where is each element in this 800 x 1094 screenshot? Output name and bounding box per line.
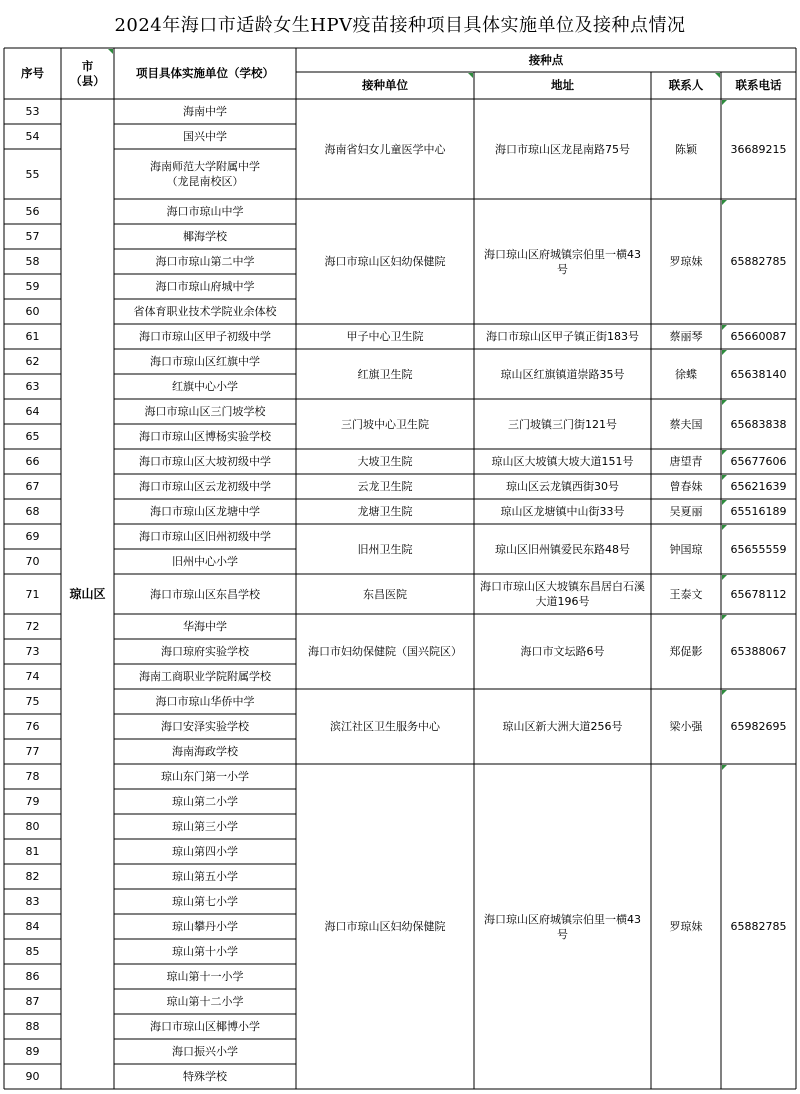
school-name: 海口市琼山区椰博小学 [150,1020,260,1033]
site-unit: 龙塘卫生院 [357,505,413,518]
row-seq: 53 [25,105,40,118]
school-name: 琼山攀丹小学 [172,920,238,933]
row-seq: 69 [25,530,40,543]
row-seq: 57 [25,230,40,243]
row-seq: 83 [25,895,40,908]
site-phone: 65638140 [730,367,787,381]
cell-marker [722,350,727,355]
site-address: 海口琼山区府城镇宗伯里一横43号 [484,247,641,276]
row-seq: 68 [25,505,40,518]
header-marker [715,73,720,78]
row-seq: 82 [25,870,40,883]
school-name: 琼山第十小学 [172,945,238,958]
row-seq: 63 [25,380,40,393]
cell-marker [722,765,727,770]
site-contact: 钟国琼 [669,542,703,556]
header-site: 接种单位 [362,78,408,92]
school-name: 椰海学校 [183,230,227,243]
cell-marker [722,615,727,620]
school-name: 海口市琼山区龙塘中学 [150,505,260,518]
school-name: 海口市琼山区云龙初级中学 [139,480,271,493]
school-name: 琼山第四小学 [172,845,238,858]
school-name: 海口市琼山区旧州初级中学 [139,530,271,543]
cell-marker [722,525,727,530]
school-name: 旧州中心小学 [172,555,238,568]
row-seq: 79 [25,795,40,808]
school-name: 海口振兴小学 [172,1045,238,1058]
school-name: 海口市琼山区红旗中学 [150,355,260,368]
school-name: 海口安泽实验学校 [161,720,249,733]
site-phone: 65677606 [730,455,787,468]
row-seq: 62 [25,355,40,368]
row-seq: 81 [25,845,40,858]
row-seq: 60 [25,305,40,318]
row-seq: 88 [25,1020,40,1033]
header-city: 市 （县） [70,58,105,88]
header-contact: 联系人 [668,78,704,92]
row-seq: 58 [25,255,40,268]
site-address: 琼山区红旗镇道崇路35号 [500,367,625,381]
site-address: 海口琼山区府城镇宗伯里一横43号 [484,912,641,941]
site-unit: 大坡卫生院 [357,455,413,468]
school-name: 海口市琼山中学 [166,205,244,218]
row-seq: 84 [25,920,40,933]
school-name: 琼山第三小学 [172,820,238,833]
site-unit: 旧州卫生院 [357,542,413,556]
site-phone: 36689215 [730,142,787,156]
cell-marker [722,500,727,505]
row-seq: 78 [25,770,40,783]
site-phone: 65882785 [730,920,787,933]
site-phone: 65882785 [730,255,787,268]
site-contact: 罗琼妹 [669,920,703,933]
school-name: 海口市琼山区东昌学校 [150,587,260,601]
school-name: 海南海政学校 [172,745,238,758]
school-name: 国兴中学 [183,130,227,143]
row-seq: 73 [25,645,40,658]
header-phone: 联系电话 [735,78,782,92]
site-contact: 曾春妹 [669,480,703,493]
row-seq: 74 [25,670,40,683]
site-contact: 陈颖 [675,142,697,156]
site-unit: 海口市琼山区妇幼保健院 [324,255,446,268]
row-seq: 55 [25,167,40,181]
school-name: 琼山第十二小学 [166,995,244,1008]
site-unit: 海南省妇女儿童医学中心 [324,142,446,156]
row-seq: 72 [25,620,40,633]
site-address: 琼山区云龙镇西街30号 [506,480,619,493]
site-unit: 滨江社区卫生服务中心 [330,720,440,733]
row-seq: 61 [25,330,40,343]
header-unit: 项目具体实施单位（学校） [136,66,274,80]
row-seq: 87 [25,995,40,1008]
row-seq: 90 [25,1070,40,1083]
row-seq: 89 [25,1045,40,1058]
school-name: 琼山第十一小学 [166,970,244,983]
site-phone: 65655559 [730,542,787,556]
row-seq: 75 [25,695,40,708]
row-seq: 59 [25,280,40,293]
site-unit: 海口市琼山区妇幼保健院 [324,920,446,933]
header-address: 地址 [551,78,574,92]
site-contact: 徐蝶 [675,367,697,381]
row-seq: 66 [25,455,40,468]
school-name: 海口市琼山区博杨实验学校 [139,430,271,443]
school-name: 琼山第七小学 [172,895,238,908]
cell-marker [722,325,727,330]
cell-marker [722,200,727,205]
row-seq: 70 [25,555,40,568]
district-cell: 琼山区 [69,586,106,601]
row-seq: 76 [25,720,40,733]
site-contact: 罗琼妹 [669,255,703,268]
site-phone: 65388067 [730,645,787,658]
site-contact: 蔡夫国 [669,417,703,431]
site-address: 琼山区旧州镇爱民东路48号 [495,542,630,556]
school-name: 琼山东门第一小学 [161,770,249,783]
site-address: 三门坡镇三门街121号 [508,417,617,431]
school-name: 海南工商职业学院附属学校 [139,670,271,683]
site-address: 海口市琼山区龙昆南路75号 [495,142,630,156]
row-seq: 80 [25,820,40,833]
row-seq: 67 [25,480,40,493]
school-name: 红旗中心小学 [172,380,238,393]
row-seq: 64 [25,405,40,418]
header-marker [108,49,113,54]
page-title: 2024年海口市适龄女生HPV疫苗接种项目具体实施单位及接种点情况 [114,15,686,36]
school-name: 海口市琼山区三门坡学校 [144,405,266,418]
row-seq: 77 [25,745,40,758]
school-name: 海口市琼山区大坡初级中学 [139,455,271,468]
site-phone: 65982695 [730,720,787,733]
row-seq: 86 [25,970,40,983]
cell-marker [722,690,727,695]
site-phone: 65683838 [730,417,787,431]
site-contact: 吴夏丽 [669,505,703,518]
cell-marker [722,475,727,480]
school-name: 海口市琼山华侨中学 [155,695,255,708]
cell-marker [722,575,727,580]
header-site-group: 接种点 [528,52,564,67]
school-name: 海南师范大学附属中学 （龙昆南校区） [150,160,260,188]
row-seq: 54 [25,130,40,143]
site-address: 琼山区大坡镇大坡大道151号 [491,455,634,468]
site-address: 琼山区新大洲大道256号 [502,720,623,733]
site-contact: 蔡丽琴 [669,330,703,343]
site-unit: 甲子中心卫生院 [346,330,424,343]
cell-marker [722,100,727,105]
site-unit: 红旗卫生院 [357,367,413,381]
cell-marker [722,450,727,455]
school-name: 海口市琼山第二中学 [155,255,255,268]
row-seq: 65 [25,430,40,443]
header-seq: 序号 [21,66,44,80]
school-name: 华海中学 [183,620,227,633]
school-name: 海南中学 [183,105,227,118]
school-name: 省体育职业技术学院业余体校 [133,305,277,318]
school-name: 琼山第五小学 [172,870,238,883]
site-contact: 梁小强 [669,720,703,733]
site-unit: 三门坡中心卫生院 [341,417,429,431]
site-unit: 云龙卫生院 [357,480,413,493]
site-phone: 65660087 [730,330,787,343]
site-address: 海口市琼山区甲子镇正街183号 [486,330,639,343]
header-marker [468,73,473,78]
school-name: 特殊学校 [183,1070,227,1083]
cell-marker [722,400,727,405]
site-unit: 东昌医院 [363,587,407,601]
school-name: 海口琼府实验学校 [161,645,249,658]
school-name: 海口市琼山区甲子初级中学 [139,330,271,343]
row-seq: 71 [25,587,40,601]
row-seq: 85 [25,945,40,958]
site-contact: 郑促影 [669,645,703,658]
school-name: 琼山第二小学 [172,795,238,808]
site-contact: 唐望青 [669,455,703,468]
site-phone: 65621639 [730,480,787,493]
site-address: 海口市文坛路6号 [520,645,605,658]
row-seq: 56 [25,205,40,218]
site-address: 海口市琼山区大坡镇东昌居白石溪大道196号 [480,580,645,608]
site-contact: 王泰文 [669,587,703,601]
site-phone: 65516189 [730,505,787,518]
site-phone: 65678112 [730,587,787,601]
site-unit: 海口市妇幼保健院（国兴院区） [308,645,462,658]
school-name: 海口市琼山府城中学 [155,280,255,293]
site-address: 琼山区龙塘镇中山街33号 [500,505,625,518]
